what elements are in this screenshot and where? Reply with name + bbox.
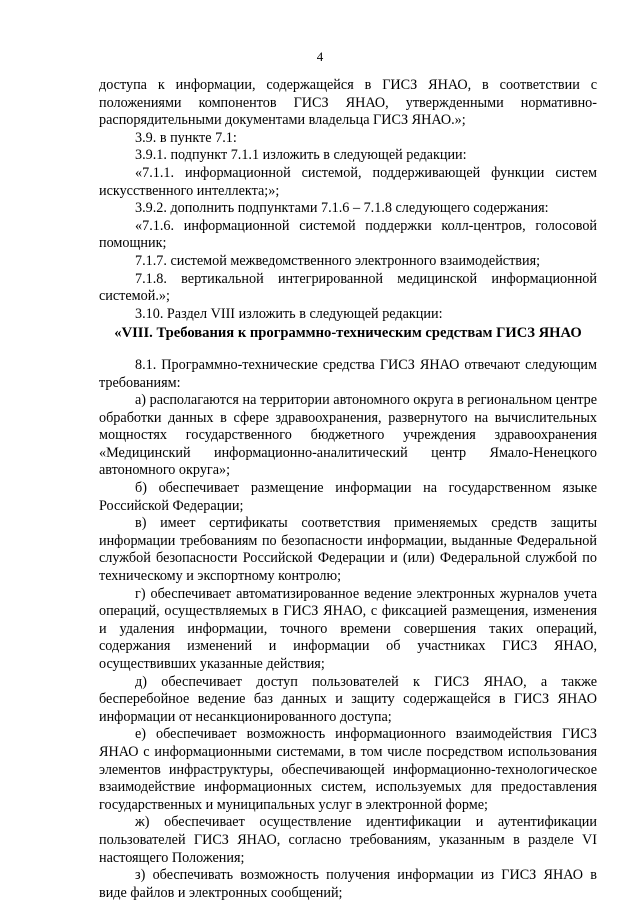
page-number: 4	[316, 49, 324, 64]
list-item: б) обеспечивает размещение информации на государственном языке Российской Федерации;	[99, 480, 597, 514]
paragraph: 3.9. в пункте 7.1:	[135, 129, 237, 146]
paragraph: 3.9.2. дополнить подпунктами 7.1.6 – 7.1.8 следующего содержания:	[135, 200, 549, 217]
list-item: а) располагаются на территории автономного округа в региональном центре обработки данных в сфере здравоохранения, развернутого на вычислительных мощностях государственного бюджетного учреждения здравоохранения «Медицинский информационно-аналитический центр Ямало-Ненецкого автономного округа»;	[99, 392, 597, 479]
list-item: ж) обеспечивает осуществление идентификации и аутентификации пользователей ГИСЗ ЯНАО, согласно требованиям, указанным в разделе VI настоящего Положения;	[99, 814, 597, 866]
list-item: д) обеспечивает доступ пользователей к ГИСЗ ЯНАО, а также бесперебойное ведение баз данных и защиту содержащейся в ГИСЗ ЯНАО информации от несанкционированного доступа;	[99, 673, 597, 725]
paragraph: 7.1.7. системой межведомственного электронного взаимодействия;	[135, 252, 541, 269]
paragraph: 3.10. Раздел VIII изложить в следующей редакции:	[135, 305, 443, 322]
section-heading: «VIII. Требования к программно-техническим средствам ГИСЗ ЯНАО	[114, 325, 582, 342]
paragraph: 7.1.8. вертикальной интегрированной медицинской информационной системой.»;	[99, 270, 597, 305]
paragraph: «7.1.1. информационной системой, поддерживающей функции систем искусственного интеллекта;»;	[99, 164, 597, 199]
list-item: е) обеспечивает возможность информационного взаимодействия ГИСЗ ЯНАО с информационными системами, в том числе посредством использования элементов инфраструктуры, обеспечивающей информационно-технологическое взаимодействие информационных систем, используемых для предоставления государственных и муниципальных услуг в электронной форме;	[99, 726, 597, 813]
paragraph: 3.9.1. подпункт 7.1.1 изложить в следующей редакции:	[135, 147, 467, 164]
list-item: г) обеспечивает автоматизированное ведение электронных журналов учета операций, осуществляемых в ГИСЗ ЯНАО, с фиксацией размещения, изменения и удаления информации, точного времени совершения таких операций, содержания изменений и информации об участниках ГИСЗ ЯНАО, осуществивших указанные действия;	[99, 585, 597, 672]
list-item: з) обеспечивать возможность получения информации из ГИСЗ ЯНАО в виде файлов и электронных сообщений;	[99, 867, 597, 901]
document-body	[99, 77, 597, 902]
paragraph: доступа к информации, содержащейся в ГИСЗ ЯНАО, в соответствии с положениями компонентов ГИСЗ ЯНАО, утвержденными нормативно-распорядительными документами владельца ГИСЗ ЯНАО.»;	[99, 77, 597, 129]
paragraph: «7.1.6. информационной системой поддержки колл-центров, голосовой помощник;	[99, 217, 597, 252]
list-item: в) имеет сертификаты соответствия применяемых средств защиты информации требованиям по безопасности информации, выданные Федеральной службой безопасности Российской Федерации и (или) Федеральной службой по техническому и экспортному контролю;	[99, 515, 597, 585]
paragraph: 8.1. Программно-технические средства ГИСЗ ЯНАО отвечают следующим требованиям:	[99, 356, 597, 391]
